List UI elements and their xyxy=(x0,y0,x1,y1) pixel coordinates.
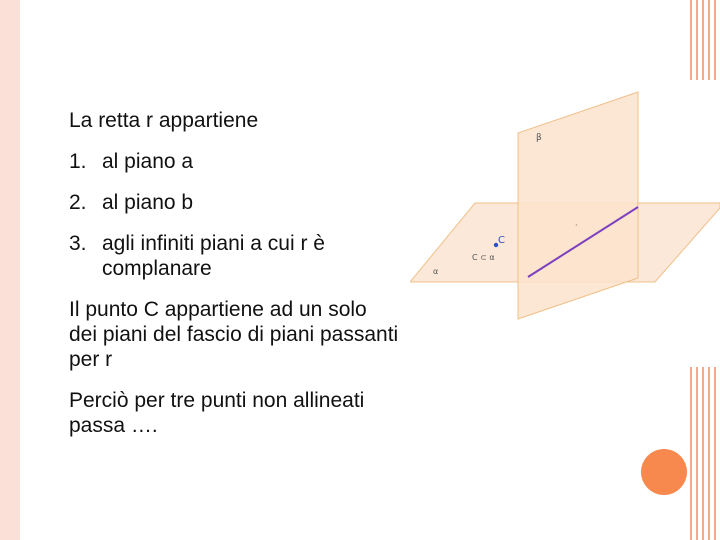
list-number: 2. xyxy=(69,191,87,214)
point-c-label: C xyxy=(498,235,505,246)
list-item xyxy=(69,149,399,174)
relation-label: C ⊂ α xyxy=(472,253,495,262)
plane-beta xyxy=(518,92,638,319)
list-text: al piano a xyxy=(102,150,194,173)
list-item xyxy=(69,231,399,281)
list-text: agli infiniti piani a cui r è complanare xyxy=(102,232,325,280)
beta-label: β xyxy=(536,133,542,143)
paragraph-conclusion: Perciò per tre punti non allineati passa …. xyxy=(69,389,365,437)
left-border-decoration xyxy=(0,0,20,540)
dot-mark: · xyxy=(575,221,578,230)
planes-diagram xyxy=(410,90,720,322)
slide-text xyxy=(69,108,399,454)
list-number: 1. xyxy=(69,150,87,173)
alpha-label: α xyxy=(433,267,439,276)
paragraph-point-c: Il punto C appartiene ad un solo dei piani del fascio di piani passanti per r xyxy=(69,298,399,371)
decorative-circle xyxy=(641,449,687,495)
heading: La retta r appartiene xyxy=(69,109,259,132)
top-right-stripes xyxy=(688,0,720,80)
list-item xyxy=(69,190,399,215)
bottom-right-stripes xyxy=(688,367,720,540)
list-text: al piano b xyxy=(102,191,194,214)
list-number: 3. xyxy=(69,232,87,255)
